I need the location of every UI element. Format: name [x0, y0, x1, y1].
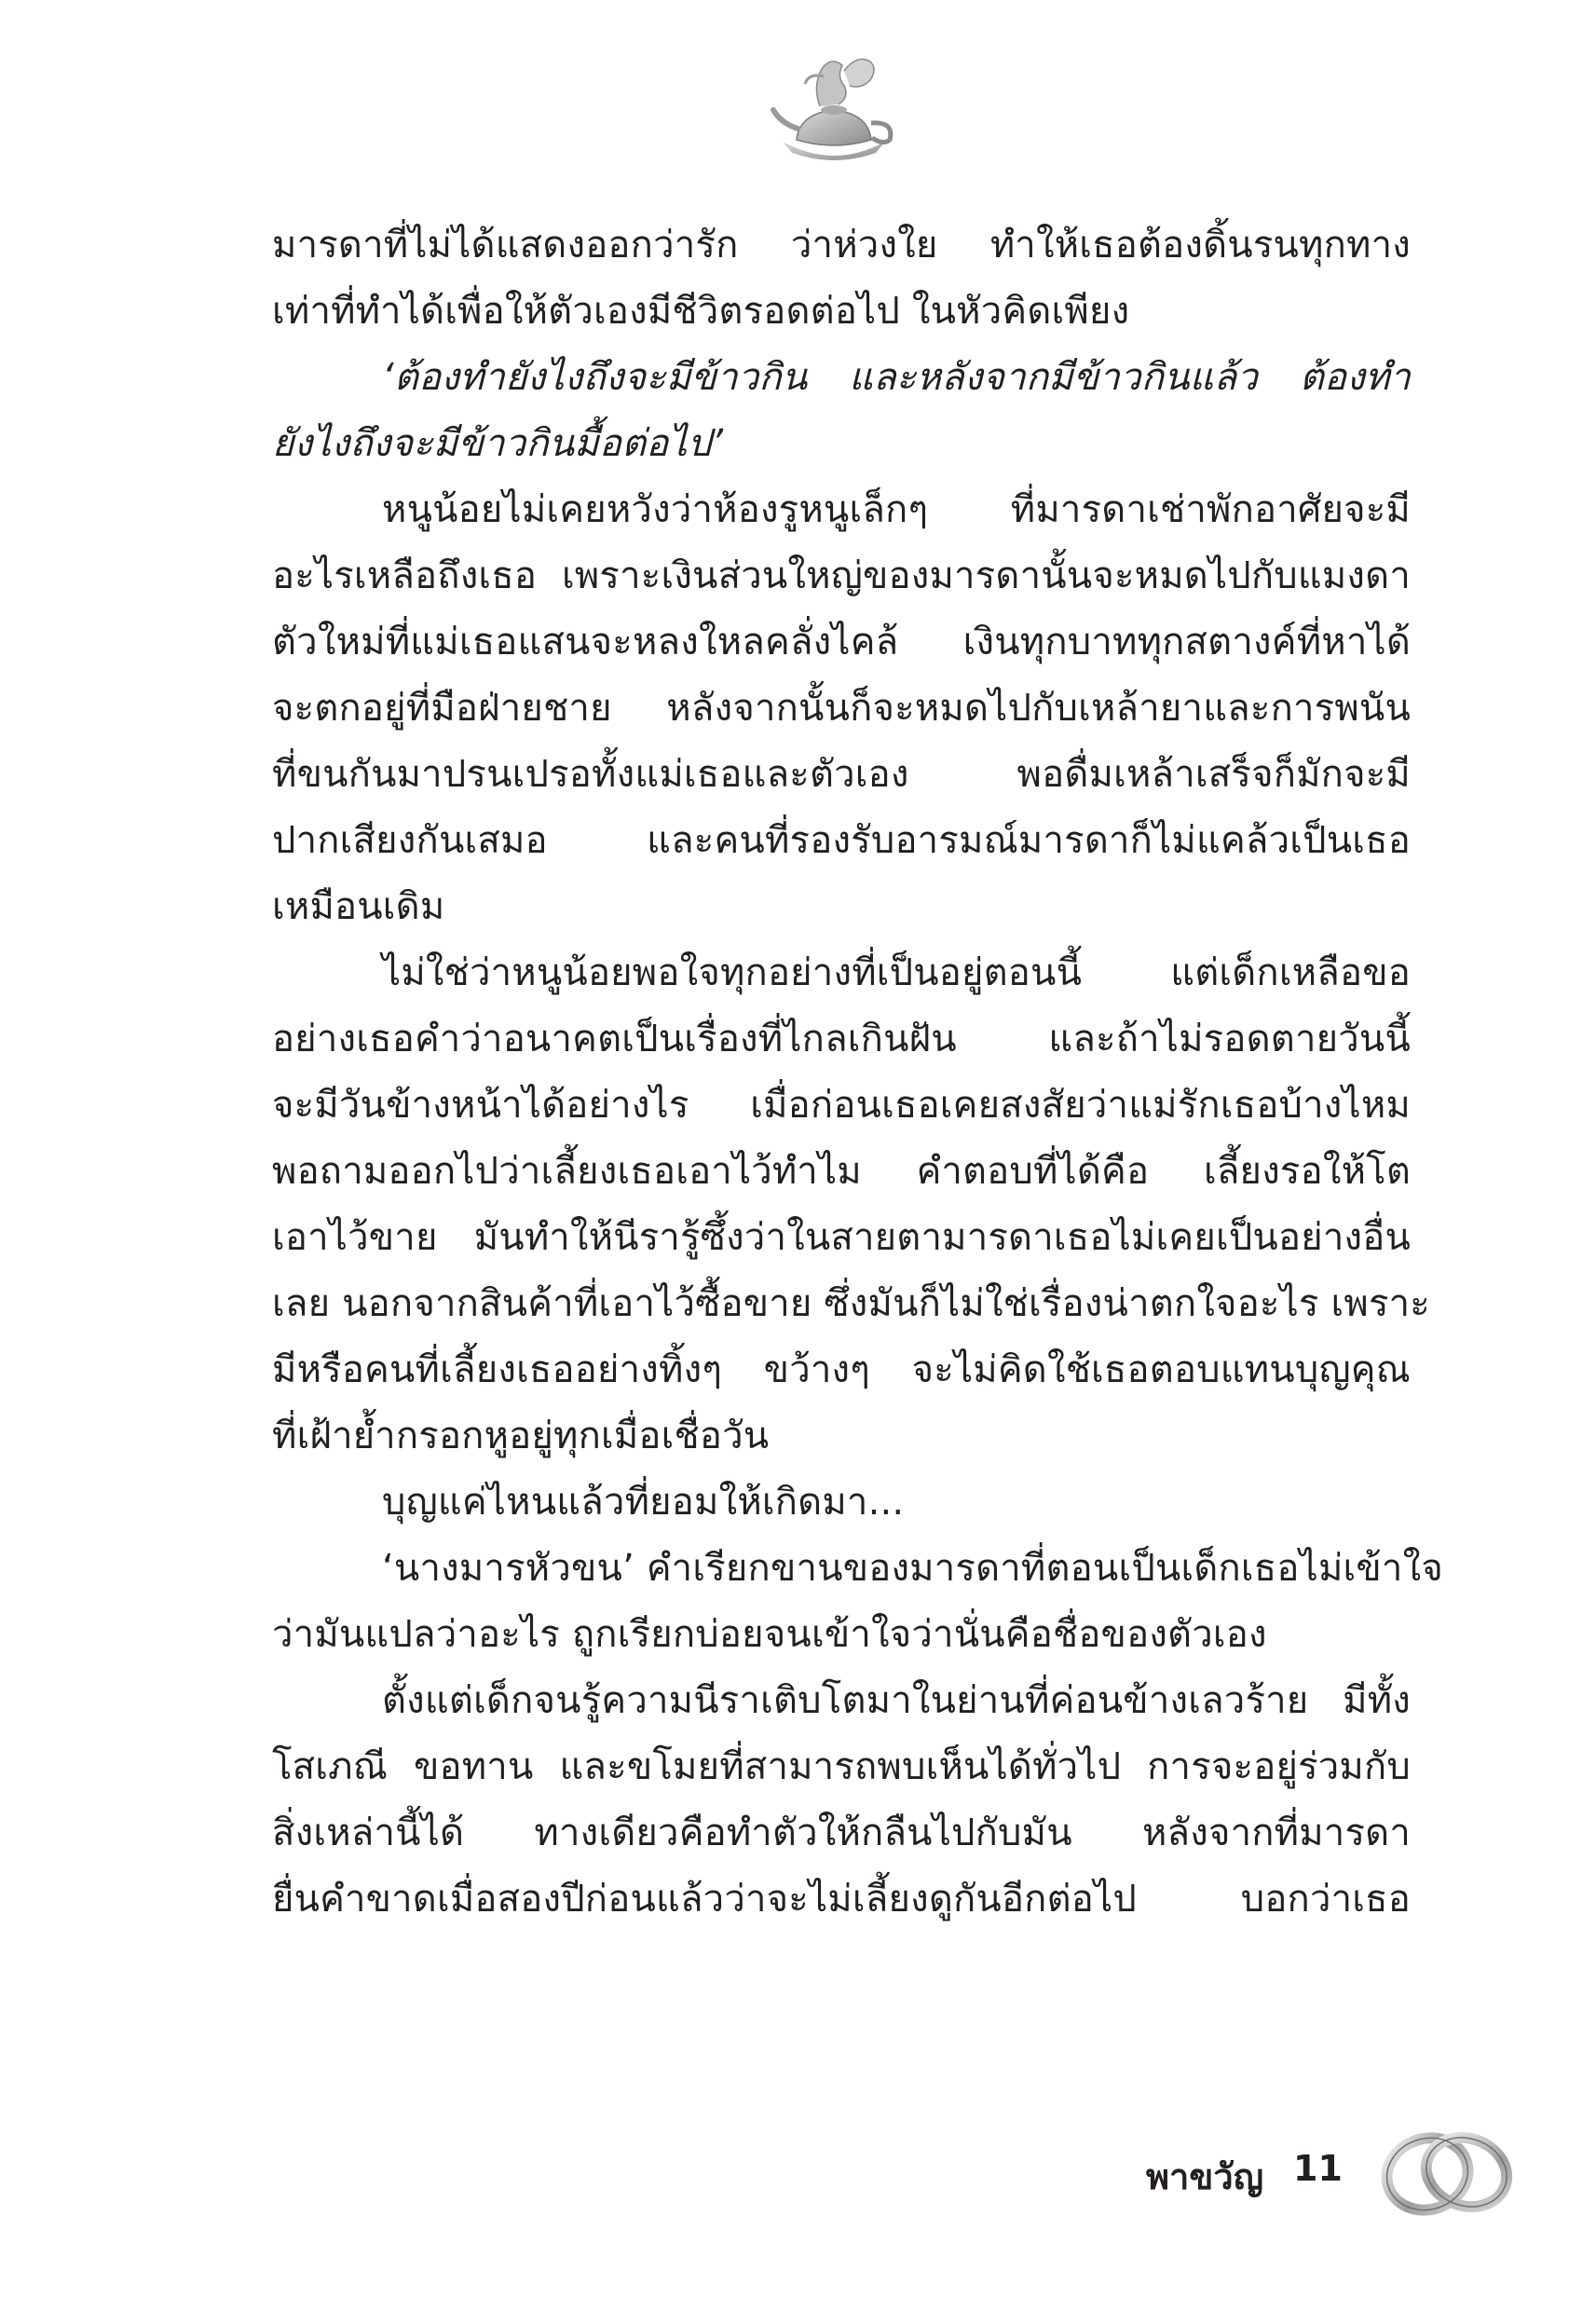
text-line: เอาไว้ขาย มันทำให้นีรารู้ซึ้งว่าในสายตามารดาเธอไม่เคยเป็นอย่างอื่น	[272, 1216, 1411, 1259]
text-line: พอถามออกไปว่าเลี้ยงเธอเอาไว้ทำไม คำตอบที่ได้คือ เลี้ยงรอให้โต	[272, 1150, 1411, 1193]
text-line: ยังไงถึงจะมีข้าวกินมื้อต่อไป’	[272, 422, 724, 465]
text-line: ที่ขนกันมาปรนเปรอทั้งแม่เธอและตัวเอง พอดื่มเหล้าเสร็จก็มักจะมี	[272, 753, 1411, 796]
body-text	[272, 212, 1443, 1933]
wedding-rings-icon	[1373, 2120, 1519, 2222]
text-line: ปากเสียงกันเสมอ และคนที่รองรับอารมณ์มารดาก็ไม่แคล้วเป็นเธอ	[272, 819, 1411, 862]
text-line: ‘ต้องทำยังไงถึงจะมีข้าวกิน และหลังจากมีข้าวกินแล้ว ต้องทำ	[382, 356, 1411, 399]
text-line: จะตกอยู่ที่มือฝ่ายชาย หลังจากนั้นก็จะหมดไปกับเหล้ายาและการพนัน	[272, 687, 1411, 730]
text-line: ว่ามันแปลว่าอะไร ถูกเรียกบ่อยจนเข้าใจว่านั่นคือชื่อของตัวเอง	[272, 1613, 1267, 1656]
text-line: สิ่งเหล่านี้ได้ ทางเดียวคือทำตัวให้กลืนไปกับมัน หลังจากที่มารดา	[272, 1812, 1411, 1854]
page-number: 11	[1293, 2148, 1343, 2189]
text-line: เท่าที่ทำได้เพื่อให้ตัวเองมีชีวิตรอดต่อไป ในหัวคิดเพียง	[272, 290, 1130, 333]
text-line: เลย นอกจากสินค้าที่เอาไว้ซื้อขาย ซึ่งมันก็ไม่ใช่เรื่องน่าตกใจอะไร เพราะ	[272, 1282, 1430, 1325]
footer-book-title: พาขวัญ	[1146, 2156, 1264, 2197]
text-line: ตัวใหม่ที่แม่เธอแสนจะหลงใหลคลั่งไคล้ เงินทุกบาททุกสตางค์ที่หาได้	[272, 621, 1411, 663]
text-line: บุญแค่ไหนแล้วที่ยอมให้เกิดมา...	[382, 1481, 905, 1524]
text-line: มารดาที่ไม่ได้แสดงออกว่ารัก ว่าห่วงใย ทำให้เธอต้องดิ้นรนทุกทาง	[272, 224, 1411, 267]
text-line: ‘นางมารหัวขน’ คำเรียกขานของมารดาที่ตอนเป็นเด็กเธอไม่เข้าใจ	[382, 1547, 1443, 1590]
text-line: ไม่ใช่ว่าหนูน้อยพอใจทุกอย่างที่เป็นอยู่ตอนนี้ แต่เด็กเหลือขอ	[382, 951, 1411, 994]
text-line: ที่เฝ้าย้ำกรอกหูอยู่ทุกเมื่อเชื่อวัน	[272, 1415, 770, 1457]
text-line: หนูน้อยไม่เคยหวังว่าห้องรูหนูเล็กๆ ที่มารดาเช่าพักอาศัยจะมี	[382, 488, 1411, 531]
text-line: ยื่นคำขาดเมื่อสองปีก่อนแล้วว่าจะไม่เลี้ยงดูกันอีกต่อไป บอกว่าเธอ	[272, 1878, 1411, 1921]
text-line: เหมือนเดิม	[272, 885, 445, 928]
text-line: โสเภณี ขอทาน และขโมยที่สามารถพบเห็นได้ทั่วไป การจะอยู่ร่วมกับ	[272, 1745, 1411, 1788]
text-line: มีหรือคนที่เลี้ยงเธออย่างทิ้งๆ ขว้างๆ จะไม่คิดใช้เธอตอบแทนบุญคุณ	[272, 1348, 1411, 1391]
text-line: อย่างเธอคำว่าอนาคตเป็นเรื่องที่ไกลเกินฝัน และถ้าไม่รอดตายวันนี้	[272, 1018, 1411, 1060]
text-line: ตั้งแต่เด็กจนรู้ความนีราเติบโตมาในย่านที่ค่อนข้างเลวร้าย มีทั้ง	[382, 1679, 1411, 1722]
text-line: จะมีวันข้างหน้าได้อย่างไร เมื่อก่อนเธอเคยสงสัยว่าแม่รักเธอบ้างไหม	[272, 1084, 1411, 1127]
teapot-ornament-icon	[764, 48, 904, 170]
text-line: อะไรเหลือถึงเธอ เพราะเงินส่วนใหญ่ของมารดานั้นจะหมดไปกับแมงดา	[272, 554, 1411, 597]
